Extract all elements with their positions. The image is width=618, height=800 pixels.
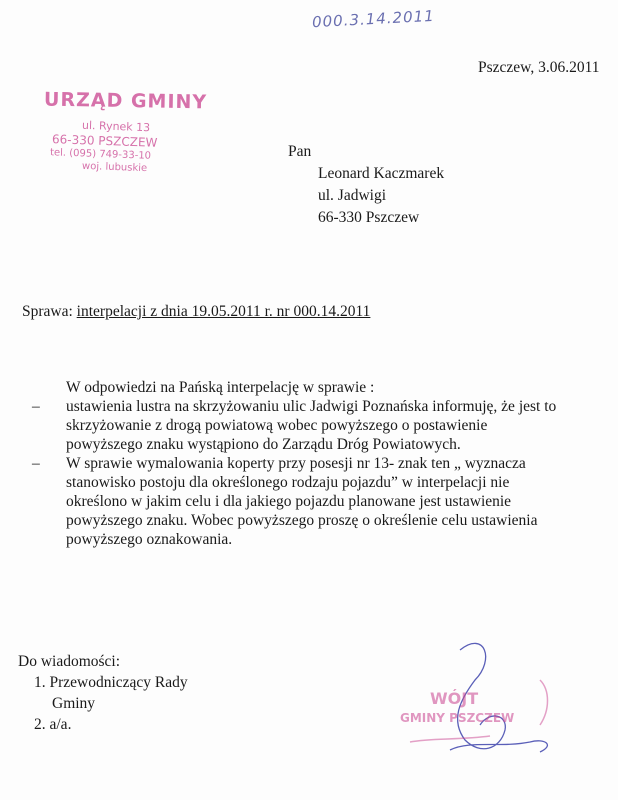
place-date: Pszczew, 3.06.2011 — [478, 59, 600, 76]
body-line: powyższego oznakowania. — [66, 531, 233, 548]
body-line: ustawienia lustra na skrzyżowaniu ulic Jadwigi Poznańska informuję, że jest to — [66, 398, 557, 415]
body-line: stanowisko postoju dla określonego rodzaju pojazdu” w interpelacji nie — [66, 474, 510, 491]
body-line: W sprawie wymalowania koperty przy posesji nr 13- znak ten „ wyznacza — [66, 455, 526, 472]
body-item-2 — [32, 454, 618, 549]
list-dash: – — [32, 398, 40, 415]
subject-line — [22, 303, 370, 321]
stamp-street: ul. Rynek 13 — [81, 118, 151, 135]
cc-item-2: 2. a/a. — [34, 716, 72, 733]
recipient-city: 66-330 Pszczew — [318, 209, 420, 226]
cc-heading: Do wiadomości: — [18, 653, 121, 670]
stamp-phone: tel. (095) 749-33-10 — [49, 147, 152, 162]
cc-item-1-cont: Gminy — [52, 695, 96, 712]
stamp-underline — [410, 736, 490, 742]
subject-label: Sprawa: — [22, 303, 73, 320]
body-line: skrzyżowanie z drogą powiatową wobec powyższego o postawienie — [66, 417, 488, 434]
carbon-copy — [18, 651, 188, 735]
stamp-decoration — [540, 680, 548, 725]
subject-text: interpelacji z dnia 19.05.2011 r. nr 000.14.2011 — [76, 303, 371, 320]
cc-item-1: 1. Przewodniczący Rady — [34, 674, 188, 691]
office-stamp — [30, 90, 230, 180]
signature-stamp — [390, 630, 600, 770]
recipient-address — [288, 141, 444, 229]
recipient-name: Leonard Kaczmarek — [318, 165, 445, 182]
letter-body — [32, 378, 618, 549]
stamp-gmina: GMINY PSZCZEW — [400, 711, 515, 725]
list-dash: – — [32, 455, 40, 472]
body-intro: W odpowiedzi na Pańską interpelację w sprawie : — [66, 379, 375, 396]
body-line: powyższego znaku. Wobec powyższego proszę o określenie celu ustawienia — [66, 512, 538, 529]
reference-number: 000.3.14.2011 — [311, 6, 436, 32]
body-line: powyższego znaku wystąpiono do Zarządu Dróg Powiatowych. — [66, 436, 461, 453]
body-line: określono w jakim celu i dla jakiego pojazdu planowane jest ustawienie — [66, 493, 512, 510]
stamp-postal: 66-330 PSZCZEW — [51, 132, 158, 150]
stamp-region: woj. lubuskie — [81, 160, 148, 175]
signature-stamp-graphic — [390, 630, 600, 770]
stamp-title: URZĄD GMINY — [43, 88, 208, 114]
recipient-salutation: Pan — [288, 143, 312, 160]
recipient-street: ul. Jadwigi — [318, 187, 387, 204]
body-item-1 — [32, 397, 618, 454]
stamp-wojt: WÓJT — [430, 689, 479, 708]
